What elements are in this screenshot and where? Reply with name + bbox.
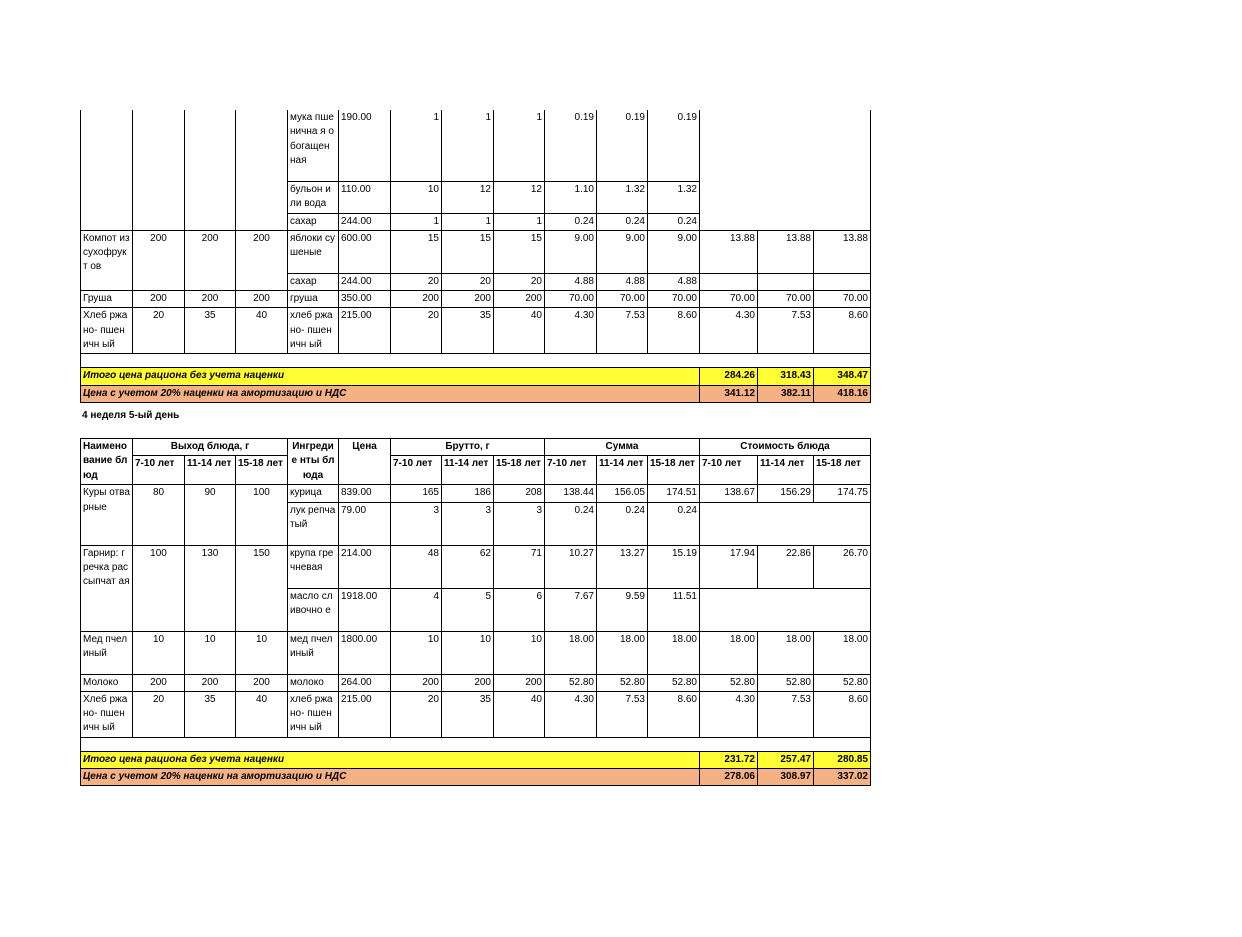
ingredient-cell: крупа гречневая — [288, 545, 339, 588]
gross-cell: 200 — [494, 291, 545, 308]
output-cell: 200 — [185, 291, 236, 308]
cost-cell: 52.80 — [758, 674, 814, 691]
table-row — [81, 545, 871, 588]
gross-cell: 1 — [442, 110, 494, 182]
price-cell: 839.00 — [339, 485, 391, 502]
sum-cell: 0.24 — [648, 213, 700, 230]
gross-cell: 20 — [391, 273, 442, 290]
sum-cell: 0.24 — [545, 502, 597, 545]
output-cell: 150 — [236, 545, 288, 631]
markup-cell: 278.06 — [700, 769, 758, 786]
gross-cell: 10 — [391, 631, 442, 674]
sum-cell: 13.27 — [597, 545, 648, 588]
gross-cell: 48 — [391, 545, 442, 588]
sum-cell: 9.00 — [648, 230, 700, 273]
sum-cell: 7.67 — [545, 588, 597, 631]
sum-cell: 1.10 — [545, 182, 597, 214]
ingredient-cell: сахар — [288, 273, 339, 290]
cost-cell: 22.86 — [758, 545, 814, 588]
ingredient-cell: хлеб ржано- пшеничн ый — [288, 308, 339, 354]
sum-cell: 18.00 — [545, 631, 597, 674]
cost-cell: 7.53 — [758, 308, 814, 354]
markup-label: Цена с учетом 20% наценки на амортизацию и НДС — [81, 385, 700, 402]
sum-cell: 9.00 — [597, 230, 648, 273]
price-cell: 215.00 — [339, 691, 391, 737]
price-cell: 1800.00 — [339, 631, 391, 674]
header-age: 7-10 лет — [133, 456, 185, 485]
cost-cell: 13.88 — [700, 230, 758, 273]
output-cell: 130 — [185, 545, 236, 631]
ingredient-cell: груша — [288, 291, 339, 308]
dish-name-cell: Куры отварные — [81, 485, 133, 545]
menu-table-continued — [80, 110, 871, 403]
gross-cell: 15 — [494, 230, 545, 273]
sum-cell: 15.19 — [648, 545, 700, 588]
output-cell: 200 — [185, 230, 236, 290]
total-label: Итого цена рациона без учета наценки — [81, 751, 700, 768]
header-age: 11-14 лет — [442, 456, 494, 485]
table-row — [81, 631, 871, 674]
gross-cell: 4 — [391, 588, 442, 631]
total-cell: 318.43 — [758, 368, 814, 385]
gross-cell: 186 — [442, 485, 494, 502]
dish-name-cell: Хлеб ржано- пшеничн ый — [81, 308, 133, 354]
cost-cell: 174.75 — [814, 485, 871, 502]
spacer-row — [81, 354, 871, 368]
output-cell: 40 — [236, 691, 288, 737]
gross-cell: 35 — [442, 691, 494, 737]
output-cell: 10 — [185, 631, 236, 674]
output-cell: 10 — [236, 631, 288, 674]
markup-cell: 337.02 — [814, 769, 871, 786]
cost-cell: 18.00 — [814, 631, 871, 674]
cost-cell: 52.80 — [700, 674, 758, 691]
ingredient-cell: лук репчатый — [288, 502, 339, 545]
gross-cell: 20 — [494, 273, 545, 290]
header-ingredients: Ингредие нты блюда — [288, 439, 339, 485]
gross-cell: 200 — [391, 291, 442, 308]
header-age: 7-10 лет — [700, 456, 758, 485]
header-cost: Стоимость блюда — [700, 439, 871, 456]
output-cell — [185, 110, 236, 230]
gross-cell: 15 — [391, 230, 442, 273]
price-cell: 79.00 — [339, 502, 391, 545]
sum-cell: 4.88 — [648, 273, 700, 290]
total-row — [81, 751, 871, 768]
sum-cell: 174.51 — [648, 485, 700, 502]
gross-cell: 208 — [494, 485, 545, 502]
total-label: Итого цена рациона без учета наценки — [81, 368, 700, 385]
header-age: 7-10 лет — [545, 456, 597, 485]
cost-blank-cell — [700, 502, 871, 545]
ingredient-cell: мед пчелиный — [288, 631, 339, 674]
total-cell: 284.26 — [700, 368, 758, 385]
subheader-row — [81, 456, 871, 485]
gross-cell: 200 — [442, 291, 494, 308]
output-cell: 100 — [133, 545, 185, 631]
price-cell: 215.00 — [339, 308, 391, 354]
cost-cell: 18.00 — [700, 631, 758, 674]
output-cell: 200 — [185, 674, 236, 691]
sum-cell: 7.53 — [597, 308, 648, 354]
output-cell: 200 — [133, 674, 185, 691]
ingredient-cell: курица — [288, 485, 339, 502]
total-cell: 280.85 — [814, 751, 871, 768]
gross-cell: 40 — [494, 691, 545, 737]
table-row — [81, 308, 871, 354]
header-age: 11-14 лет — [597, 456, 648, 485]
cost-cell: 8.60 — [814, 308, 871, 354]
dish-name-cell: Хлеб ржано- пшеничн ый — [81, 691, 133, 737]
total-cell: 257.47 — [758, 751, 814, 768]
dish-name-cell — [81, 110, 133, 230]
header-age: 15-18 лет — [494, 456, 545, 485]
cost-cell: 26.70 — [814, 545, 871, 588]
header-age: 15-18 лет — [236, 456, 288, 485]
total-cell: 348.47 — [814, 368, 871, 385]
header-age: 7-10 лет — [391, 456, 442, 485]
sum-cell: 4.30 — [545, 691, 597, 737]
table-row — [81, 485, 871, 502]
price-cell: 600.00 — [339, 230, 391, 273]
gross-cell: 200 — [391, 674, 442, 691]
menu-table — [80, 438, 871, 786]
output-cell: 200 — [236, 291, 288, 308]
cost-cell: 70.00 — [700, 291, 758, 308]
dish-name-cell: Молоко — [81, 674, 133, 691]
cost-cell: 70.00 — [758, 291, 814, 308]
gross-cell: 200 — [442, 674, 494, 691]
table-row — [81, 110, 871, 182]
output-cell — [133, 110, 185, 230]
ingredient-cell: мука пшенична я обогащен ная — [288, 110, 339, 182]
sum-cell: 0.24 — [597, 502, 648, 545]
output-cell: 200 — [133, 291, 185, 308]
header-dish-name: Наимено вание блюд — [81, 439, 133, 485]
gross-cell: 3 — [391, 502, 442, 545]
sum-cell: 10.27 — [545, 545, 597, 588]
cost-cell: 70.00 — [814, 291, 871, 308]
ingredient-cell: яблоки сушеные — [288, 230, 339, 273]
ingredient-cell: бульон или вода — [288, 182, 339, 214]
header-price: Цена — [339, 439, 391, 485]
sum-cell: 52.80 — [545, 674, 597, 691]
ingredient-cell: хлеб ржано- пшеничн ый — [288, 691, 339, 737]
sum-cell: 18.00 — [597, 631, 648, 674]
sum-cell: 1.32 — [597, 182, 648, 214]
sum-cell: 8.60 — [648, 308, 700, 354]
cost-cell: 52.80 — [814, 674, 871, 691]
table-row — [81, 291, 871, 308]
gross-cell: 10 — [442, 631, 494, 674]
cost-cell: 7.53 — [758, 691, 814, 737]
ingredient-cell: масло сливочно е — [288, 588, 339, 631]
gross-cell: 12 — [442, 182, 494, 214]
header-output: Выход блюда, г — [133, 439, 288, 456]
output-cell: 40 — [236, 308, 288, 354]
table-row — [81, 230, 871, 273]
sum-cell: 0.19 — [545, 110, 597, 182]
sum-cell: 70.00 — [648, 291, 700, 308]
output-cell: 200 — [236, 674, 288, 691]
markup-cell: 308.97 — [758, 769, 814, 786]
markup-cell: 341.12 — [700, 385, 758, 402]
header-age: 15-18 лет — [814, 456, 871, 485]
sum-cell: 52.80 — [648, 674, 700, 691]
output-cell — [236, 110, 288, 230]
gross-cell: 40 — [494, 308, 545, 354]
gross-cell: 20 — [442, 273, 494, 290]
gross-cell: 3 — [494, 502, 545, 545]
header-gross: Брутто, г — [391, 439, 545, 456]
gross-cell: 1 — [494, 110, 545, 182]
sum-cell: 156.05 — [597, 485, 648, 502]
sum-cell: 52.80 — [597, 674, 648, 691]
total-row — [81, 368, 871, 385]
price-cell: 244.00 — [339, 273, 391, 290]
header-age: 15-18 лет — [648, 456, 700, 485]
sum-cell: 0.24 — [597, 213, 648, 230]
gross-cell: 20 — [391, 691, 442, 737]
cost-cell — [758, 273, 814, 290]
price-cell: 214.00 — [339, 545, 391, 588]
sum-cell: 4.88 — [545, 273, 597, 290]
dish-name-cell: Гарнир: гречка рассыпчат ая — [81, 545, 133, 631]
gross-cell: 12 — [494, 182, 545, 214]
output-cell: 200 — [236, 230, 288, 290]
header-sum: Сумма — [545, 439, 700, 456]
price-cell: 244.00 — [339, 213, 391, 230]
section-title: 4 неделя 5-ый день — [82, 410, 180, 421]
sum-cell: 0.19 — [597, 110, 648, 182]
gross-cell: 35 — [442, 308, 494, 354]
sum-cell: 70.00 — [597, 291, 648, 308]
sum-cell: 7.53 — [597, 691, 648, 737]
output-cell: 100 — [236, 485, 288, 545]
cost-cell: 156.29 — [758, 485, 814, 502]
sum-cell: 4.30 — [545, 308, 597, 354]
markup-label: Цена с учетом 20% наценки на амортизацию и НДС — [81, 769, 700, 786]
table-row — [81, 674, 871, 691]
gross-cell: 6 — [494, 588, 545, 631]
gross-cell: 71 — [494, 545, 545, 588]
sum-cell: 0.24 — [648, 502, 700, 545]
markup-cell: 418.16 — [814, 385, 871, 402]
table-row — [81, 691, 871, 737]
sum-cell: 0.19 — [648, 110, 700, 182]
ingredient-cell: сахар — [288, 213, 339, 230]
sum-cell: 11.51 — [648, 588, 700, 631]
price-cell: 1918.00 — [339, 588, 391, 631]
gross-cell: 20 — [391, 308, 442, 354]
header-age: 11-14 лет — [758, 456, 814, 485]
sum-cell: 9.00 — [545, 230, 597, 273]
gross-cell: 62 — [442, 545, 494, 588]
output-cell: 10 — [133, 631, 185, 674]
cost-blank-cell — [700, 110, 871, 230]
output-cell: 20 — [133, 691, 185, 737]
price-cell: 350.00 — [339, 291, 391, 308]
output-cell: 80 — [133, 485, 185, 545]
output-cell: 90 — [185, 485, 236, 545]
cost-cell: 18.00 — [758, 631, 814, 674]
gross-cell: 10 — [494, 631, 545, 674]
markup-row — [81, 385, 871, 402]
price-cell: 190.00 — [339, 110, 391, 182]
dish-name-cell: Компот из сухофрукт ов — [81, 230, 133, 290]
header-age: 11-14 лет — [185, 456, 236, 485]
cost-cell: 138.67 — [700, 485, 758, 502]
markup-row — [81, 769, 871, 786]
gross-cell: 3 — [442, 502, 494, 545]
cost-cell: 13.88 — [758, 230, 814, 273]
cost-cell: 4.30 — [700, 691, 758, 737]
gross-cell: 165 — [391, 485, 442, 502]
sum-cell: 70.00 — [545, 291, 597, 308]
sum-cell: 4.88 — [597, 273, 648, 290]
total-cell: 231.72 — [700, 751, 758, 768]
price-cell: 110.00 — [339, 182, 391, 214]
dish-name-cell: Мед пчелиный — [81, 631, 133, 674]
cost-cell: 13.88 — [814, 230, 871, 273]
gross-cell: 1 — [442, 213, 494, 230]
ingredient-cell: молоко — [288, 674, 339, 691]
gross-cell: 10 — [391, 182, 442, 214]
sum-cell: 1.32 — [648, 182, 700, 214]
gross-cell: 200 — [494, 674, 545, 691]
cost-cell — [814, 273, 871, 290]
cost-cell: 8.60 — [814, 691, 871, 737]
sum-cell: 138.44 — [545, 485, 597, 502]
gross-cell: 1 — [391, 110, 442, 182]
output-cell: 35 — [185, 308, 236, 354]
cost-cell — [700, 273, 758, 290]
sum-cell: 0.24 — [545, 213, 597, 230]
gross-cell: 5 — [442, 588, 494, 631]
cost-cell: 17.94 — [700, 545, 758, 588]
spacer-row — [81, 737, 871, 751]
dish-name-cell: Груша — [81, 291, 133, 308]
output-cell: 20 — [133, 308, 185, 354]
sum-cell: 9.59 — [597, 588, 648, 631]
gross-cell: 1 — [391, 213, 442, 230]
output-cell: 35 — [185, 691, 236, 737]
output-cell: 200 — [133, 230, 185, 290]
cost-cell: 4.30 — [700, 308, 758, 354]
gross-cell: 15 — [442, 230, 494, 273]
price-cell: 264.00 — [339, 674, 391, 691]
header-row — [81, 439, 871, 456]
markup-cell: 382.11 — [758, 385, 814, 402]
cost-blank-cell — [700, 588, 871, 631]
sum-cell: 18.00 — [648, 631, 700, 674]
sum-cell: 8.60 — [648, 691, 700, 737]
gross-cell: 1 — [494, 213, 545, 230]
